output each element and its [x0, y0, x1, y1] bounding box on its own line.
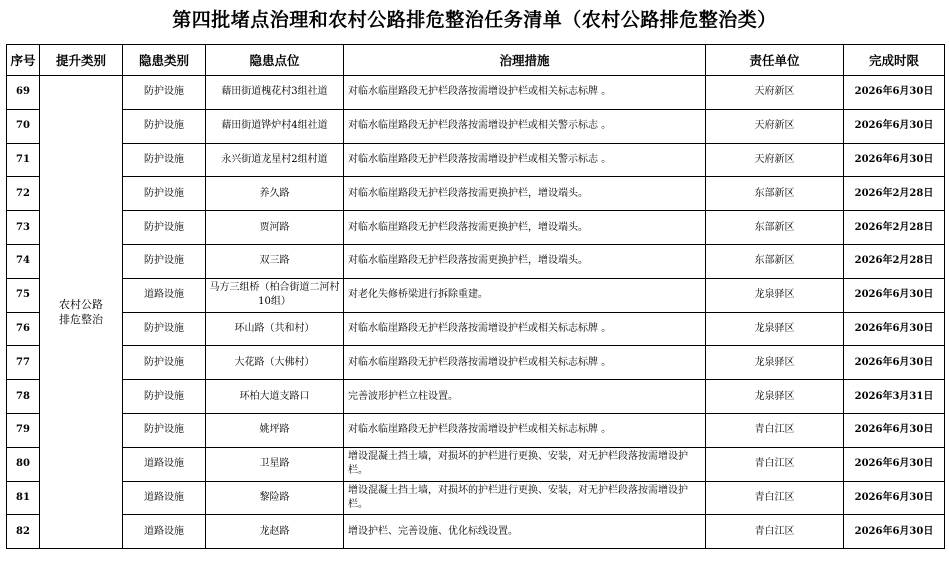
cell-hazard-type: 防护设施 — [123, 346, 206, 380]
cell-measure: 对临水临崖路段无护栏段落按需更换护栏，增设端头。 — [344, 177, 706, 211]
cell-deadline: 2026年2月28日 — [844, 244, 945, 278]
cell-unit: 龙泉驿区 — [706, 278, 844, 312]
table-row — [7, 143, 945, 177]
cell-location: 贾河路 — [206, 211, 344, 245]
cell-location: 环山路（共和村） — [206, 312, 344, 346]
cell-category — [40, 76, 123, 549]
cell-no: 69 — [7, 76, 40, 110]
document-title: 第四批堵点治理和农村公路排危整治任务清单（农村公路排危整治类） — [172, 9, 777, 31]
cell-no: 71 — [7, 143, 40, 177]
table-row — [7, 481, 945, 515]
header-location: 隐患点位 — [206, 45, 344, 76]
header-measures: 治理措施 — [344, 45, 706, 76]
cell-location: 卫星路 — [206, 447, 344, 481]
cell-unit: 东部新区 — [706, 211, 844, 245]
cell-no: 77 — [7, 346, 40, 380]
cell-hazard-type: 防护设施 — [123, 109, 206, 143]
cell-measure: 对临水临崖路段无护栏段落按需增设护栏或相关标志标牌 。 — [344, 312, 706, 346]
cell-hazard-type: 道路设施 — [123, 515, 206, 549]
cell-measure: 增设混凝土挡土墙，对损坏的护栏进行更换、安装，对无护栏段落按需增设护栏。 — [344, 481, 706, 515]
header-no: 序号 — [7, 45, 40, 76]
table-row — [7, 346, 945, 380]
category-line: 农村公路 — [59, 298, 103, 312]
cell-no: 72 — [7, 177, 40, 211]
header-category: 提升类别 — [40, 45, 123, 76]
cell-measure: 对临水临崖路段无护栏段落按需更换护栏，增设端头。 — [344, 211, 706, 245]
cell-no: 70 — [7, 109, 40, 143]
cell-unit: 龙泉驿区 — [706, 380, 844, 414]
cell-measure: 完善波形护栏立柱设置。 — [344, 380, 706, 414]
cell-hazard-type: 道路设施 — [123, 447, 206, 481]
cell-hazard-type: 防护设施 — [123, 244, 206, 278]
cell-no: 76 — [7, 312, 40, 346]
cell-measure: 对临水临崖路段无护栏段落按需增设护栏或相关标志标牌 。 — [344, 413, 706, 447]
table-body — [7, 76, 945, 549]
table-row — [7, 413, 945, 447]
cell-deadline: 2026年6月30日 — [844, 346, 945, 380]
cell-unit: 天府新区 — [706, 109, 844, 143]
table-row — [7, 244, 945, 278]
cell-location: 养久路 — [206, 177, 344, 211]
cell-deadline: 2026年6月30日 — [844, 109, 945, 143]
cell-no: 73 — [7, 211, 40, 245]
cell-no: 81 — [7, 481, 40, 515]
task-list-table — [6, 44, 945, 549]
cell-no: 79 — [7, 413, 40, 447]
cell-no: 78 — [7, 380, 40, 414]
cell-location: 黎险路 — [206, 481, 344, 515]
cell-deadline: 2026年6月30日 — [844, 76, 945, 110]
cell-location: 藉田街道铧炉村4组社道 — [206, 109, 344, 143]
cell-location: 环柏大道支路口 — [206, 380, 344, 414]
table-row — [7, 515, 945, 549]
cell-deadline: 2026年6月30日 — [844, 278, 945, 312]
cell-measure: 增设混凝土挡土墙，对损坏的护栏进行更换、安装，对无护栏段落按需增设护栏。 — [344, 447, 706, 481]
cell-hazard-type: 防护设施 — [123, 211, 206, 245]
cell-deadline: 2026年6月30日 — [844, 481, 945, 515]
cell-hazard-type: 道路设施 — [123, 278, 206, 312]
cell-no: 80 — [7, 447, 40, 481]
cell-measure: 对临水临崖路段无护栏段落按需增设护栏或相关标志标牌 。 — [344, 346, 706, 380]
cell-location: 马方三组桥（柏合街道二河村10组） — [206, 278, 344, 312]
table-row — [7, 211, 945, 245]
table-row — [7, 380, 945, 414]
cell-measure: 对老化失修桥梁进行拆除重建。 — [344, 278, 706, 312]
cell-measure: 对临水临崖路段无护栏段落按需增设护栏或相关警示标志 。 — [344, 109, 706, 143]
cell-location: 藉田街道槐花村3组社道 — [206, 76, 344, 110]
header-deadline: 完成时限 — [844, 45, 945, 76]
cell-hazard-type: 防护设施 — [123, 76, 206, 110]
table-row — [7, 447, 945, 481]
cell-unit: 东部新区 — [706, 177, 844, 211]
cell-hazard-type: 防护设施 — [123, 312, 206, 346]
cell-measure: 增设护栏、完善设施、优化标线设置。 — [344, 515, 706, 549]
cell-unit: 天府新区 — [706, 76, 844, 110]
header-row — [7, 45, 945, 76]
cell-location: 永兴街道龙星村2组村道 — [206, 143, 344, 177]
cell-hazard-type: 防护设施 — [123, 413, 206, 447]
table-row — [7, 278, 945, 312]
cell-location: 双三路 — [206, 244, 344, 278]
cell-unit: 东部新区 — [706, 244, 844, 278]
cell-unit: 青白江区 — [706, 515, 844, 549]
cell-no: 75 — [7, 278, 40, 312]
category-line: 排危整治 — [59, 313, 103, 327]
cell-no: 82 — [7, 515, 40, 549]
cell-deadline: 2026年6月30日 — [844, 413, 945, 447]
cell-hazard-type: 防护设施 — [123, 380, 206, 414]
cell-deadline: 2026年6月30日 — [844, 312, 945, 346]
cell-unit: 龙泉驿区 — [706, 312, 844, 346]
header-hazard-type: 隐患类别 — [123, 45, 206, 76]
cell-deadline: 2026年2月28日 — [844, 211, 945, 245]
cell-measure: 对临水临崖路段无护栏段落按需增设护栏或相关警示标志 。 — [344, 143, 706, 177]
cell-deadline: 2026年3月31日 — [844, 380, 945, 414]
cell-deadline: 2026年6月30日 — [844, 447, 945, 481]
cell-unit: 青白江区 — [706, 447, 844, 481]
cell-unit: 龙泉驿区 — [706, 346, 844, 380]
cell-location: 龙赵路 — [206, 515, 344, 549]
cell-no: 74 — [7, 244, 40, 278]
table-row — [7, 76, 945, 110]
table-row — [7, 177, 945, 211]
table-row — [7, 109, 945, 143]
cell-hazard-type: 防护设施 — [123, 143, 206, 177]
cell-location: 姚坪路 — [206, 413, 344, 447]
cell-measure: 对临水临崖路段无护栏段落按需更换护栏，增设端头。 — [344, 244, 706, 278]
cell-deadline: 2026年6月30日 — [844, 515, 945, 549]
cell-unit: 青白江区 — [706, 413, 844, 447]
cell-hazard-type: 道路设施 — [123, 481, 206, 515]
cell-unit: 青白江区 — [706, 481, 844, 515]
cell-measure: 对临水临崖路段无护栏段落按需增设护栏或相关标志标牌 。 — [344, 76, 706, 110]
cell-deadline: 2026年2月28日 — [844, 177, 945, 211]
cell-hazard-type: 防护设施 — [123, 177, 206, 211]
cell-deadline: 2026年6月30日 — [844, 143, 945, 177]
table-row — [7, 312, 945, 346]
header-unit: 责任单位 — [706, 45, 844, 76]
cell-location: 大花路（大佛村） — [206, 346, 344, 380]
cell-unit: 天府新区 — [706, 143, 844, 177]
